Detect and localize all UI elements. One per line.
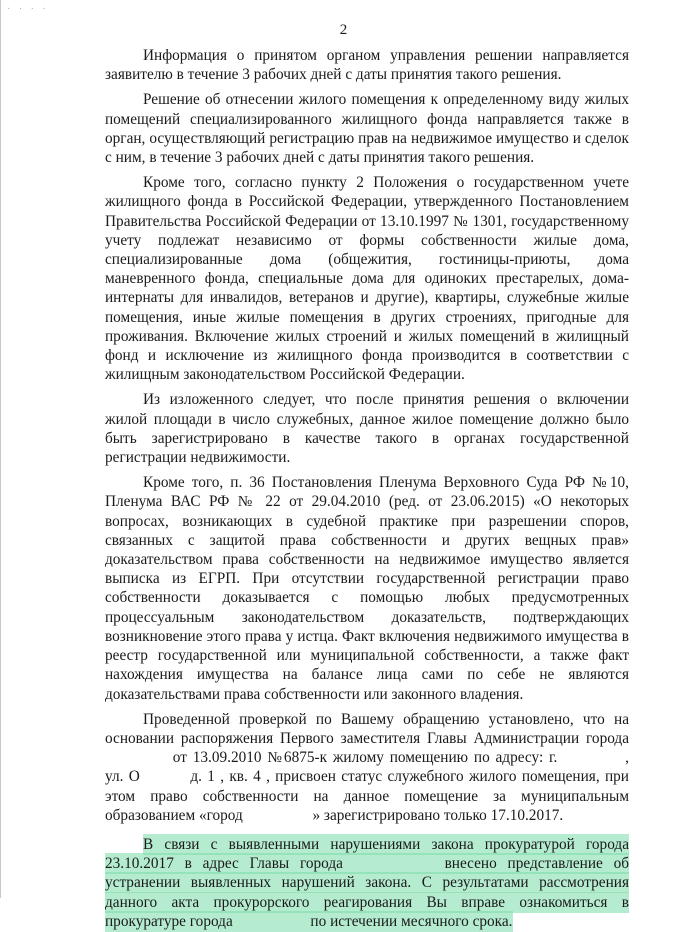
inspection-text-d: д. 1 , кв. 4 , присвоен статус служебного жилого помещения, при этом право собственности на данное помещение за муниципальным образованием «город bbox=[105, 768, 629, 824]
redacted-block bbox=[354, 859, 434, 871]
redacted-block bbox=[563, 753, 625, 765]
action-text-c: по истечении месячного срока. bbox=[310, 912, 513, 930]
paragraph-prosecutor-action bbox=[105, 835, 629, 931]
action-text-b: внесено представление об устранении выявленных нарушений закона. С результатами рассмотрения данного акта прокурорского реагирования Вы вправе ознакомиться в прокуратуре города bbox=[105, 855, 630, 930]
paragraph-state-accounting: Кроме того, согласно пункту 2 Положения о государственном учете жилищного фонда в Российской Федерации, утвержденного Постановлением Правительства Российской Федерации от 13.10.1997 № 1301, государственному учету подлежат независимо от формы собственности жилые дома, специализированные дома (общежития, гостиницы-приюты, дома маневренного фонда, специальные дома для одиноких престарелых, дома-интернаты для инвалидов, ветеранов и другие), квартиры, служебные жилые помещения, иные жилые помещения в других строениях, пригодные для проживания. Включение жилых строений и жилых помещений в жилищный фонд и исключение из жилищного фонда производится в соответствии с жилищным законодательством Российской Федерации. bbox=[105, 174, 629, 384]
highlighted-text bbox=[105, 834, 629, 932]
action-text-a: В связи с выявленными нарушениями закона прокуратурой города 23.10.2017 в адрес Главы города bbox=[105, 835, 629, 873]
scan-mark: · · · · bbox=[7, 4, 49, 15]
paragraph-decision-notice: Информация о принятом органом управления решении направляется заявителю в течение 3 рабочих дней с даты принятия такого решения. bbox=[105, 47, 629, 84]
inspection-text-a: Проведенной проверкой по Вашему обращению установлено, что на основании распоряжения Первого заместителя Главы Администрации города bbox=[105, 710, 629, 747]
redacted-block bbox=[145, 772, 185, 784]
paragraph-plenum-resolution: Кроме того, п. 36 Постановления Пленума Верховного Суда РФ №10, Пленума ВАС РФ № 22 от 29.04.2010 (ред. от 23.06.2015) «О некоторых вопросах, возникающих в судебной практике при разрешении споров, связанных с защитой права собственности и других вещных прав» доказательством права собственности на недвижимое имущество является выписка из ЕГРП. При отсутствии государственной регистрации право собственности доказывается с помощью любых предусмотренных процессуальным законодательством доказательств, подтверждающих возникновение этого права у истца. Факт включения недвижимого имущества в реестр государственной или муниципальной собственности, а также факт нахождения имущества на балансе лица сами по себе не являются доказательствами права собственности или законного владения. bbox=[105, 474, 629, 703]
page-number: 2 bbox=[339, 22, 348, 38]
inspection-text-e: » зарегистрировано только 17.10.2017. bbox=[312, 806, 564, 824]
redacted-block bbox=[237, 916, 307, 928]
paragraph-conclusion: Из изложенного следует, что после принятия решения о включении жилой площади в число служебных, данное жилое помещение должно было быть зарегистрировано в качестве такого в органах государственной регистрации недвижимости. bbox=[105, 391, 629, 467]
paragraph-inspection-result bbox=[105, 710, 629, 825]
inspection-text-c: , ул. О bbox=[105, 749, 629, 786]
letter-body bbox=[105, 46, 629, 931]
redacted-block bbox=[247, 810, 309, 822]
paragraph-registration-notice: Решение об отнесении жилого помещения к определенному виду жилых помещений специализированного жилищного фонда направляется также в орган, осуществляющий регистрацию прав на недвижимое имущество и сделок с ним, в течение 3 рабочих дней с даты принятия такого решения. bbox=[105, 91, 629, 167]
inspection-text-b: от 13.09.2010 №6875-к жилому помещению по адресу: г. bbox=[172, 749, 558, 767]
redacted-block bbox=[105, 753, 167, 765]
